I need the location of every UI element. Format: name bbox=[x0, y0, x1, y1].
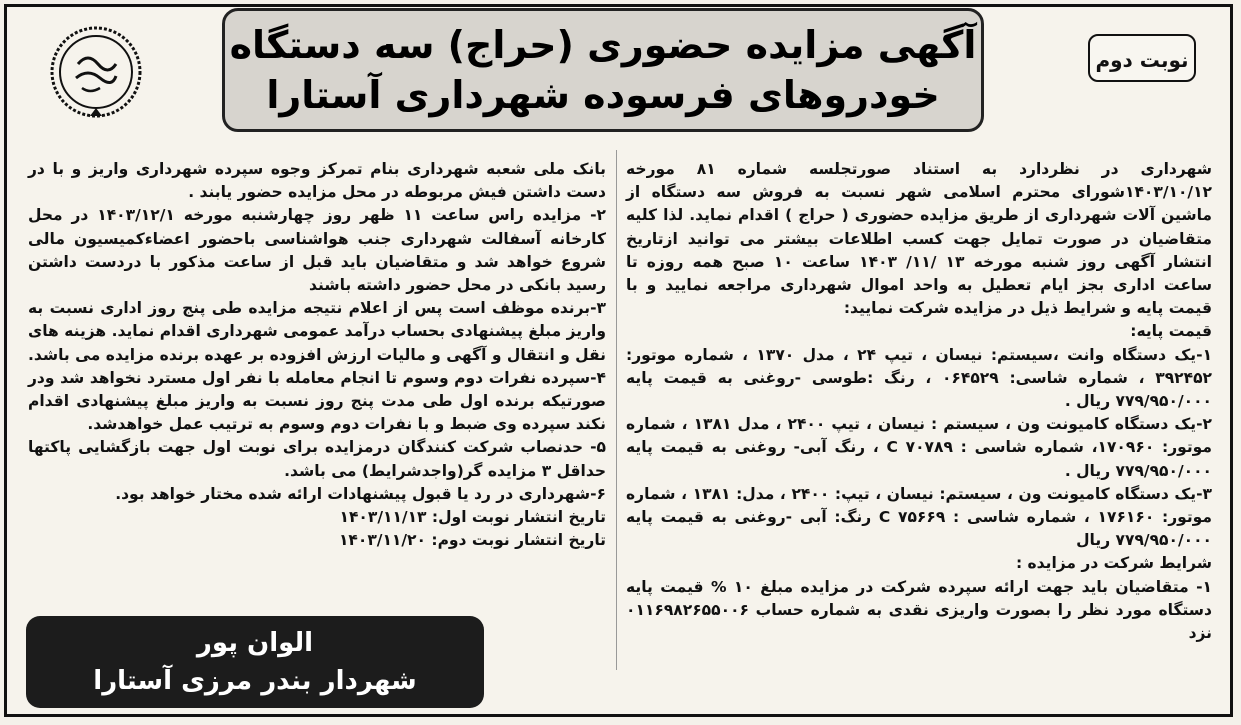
intro-paragraph: شهرداری در نظردارد به استناد صورتجلسه شماره ۸۱ مورخه ۱۴۰۳/۱۰/۱۲شورای محترم اسلامی شهر نسبت به فروش سه دستگاه از ماشین آلات شهرداری از طریق مزایده حضوری ( حراج ) اقدام نماید. لذا کلیه متقاضیان در صورت تمایل جهت کسب اطلاعات بیشتر می توانید ازتاریخ انتشار آگهی روز شنبه مورخه ۱۳ /۱۱/ ۱۴۰۳ ساعت ۱۰ صبح همه روزه تا ساعت اداری بجز ایام تعطیل به واحد اموال شهرداری مراجعه نمایید و با قیمت پایه و شرایط ذیل در مزایده شرکت نمایید: bbox=[626, 160, 1212, 318]
first-publication-date: تاریخ انتشار نوبت اول: ۱۴۰۳/۱۱/۱۳ bbox=[339, 508, 606, 527]
condition-3: ۳-برنده موظف است پس از اعلام نتیجه مزایده طی پنج روز اداری نسبت به واریز مبلغ پیشنهادی بحساب درآمد عمومی شهرداری اقدام نماید. هزینه های نقل و انتقال و آگهی و مالیات ارزش افزوده بر عهده برنده مزایده می باشد. bbox=[28, 299, 606, 364]
base-price-heading: قیمت پایه: bbox=[1130, 322, 1212, 341]
left-column bbox=[28, 158, 606, 598]
signature-box bbox=[26, 616, 484, 708]
condition-6: ۶-شهرداری در رد یا قبول پیشنهادات ارائه شده مختار خواهد بود. bbox=[115, 484, 606, 503]
condition-1: ۱- متقاضیان باید جهت ارائه سپرده شرکت در مزایده مبلغ ۱۰ % قیمت پایه دستگاه مورد نظر را بصورت واریزی نقدی به شماره حساب ۰۱۱۶۹۸۲۶۵۵۰۰۶ نزد bbox=[626, 577, 1212, 643]
condition-5: ۵- حدنصاب شرکت کنندگان درمزایده برای نوبت اول جهت بازگشایی پاکتها حداقل ۳ مزایده گر(واجدشرایط) می باشد. bbox=[28, 438, 606, 480]
vehicle-2: ۲-یک دستگاه کامیونت ون ، سیستم : نیسان ، تیپ ۲۴۰۰ ، مدل ۱۳۸۱ ، شماره موتور: ۱۷۰۹۶۰، شماره شاسی : C ۷۰۷۸۹ ، رنگ آبی- روغنی به قیمت پایه ۷۷۹/۹۵۰/۰۰۰ ریال . bbox=[626, 415, 1213, 480]
conditions-heading: شرایط شرکت در مزایده : bbox=[1015, 554, 1212, 573]
condition-4: ۴-سپرده نفرات دوم وسوم تا انجام معامله با نفر اول مسترد نخواهد شد ودر صورتیکه برنده اول طی مدت پنج روز نسبت به واریز مبلغ پیشنهادی اقدام نکند سپرده وی ضبط و با نفرات دوم وسوم به ترتیب عمل خواهدشد. bbox=[28, 368, 606, 434]
vehicle-3: ۳-یک دستگاه کامیونت ون ، سیستم: نیسان ، تیپ: ۲۴۰۰ ، مدل: ۱۳۸۱ ، شماره موتور: ۱۷۶۱۶۰ ، شماره شاسی : C ۷۵۶۶۹ رنگ: آبی -روغنی به قیمت پایه ۷۷۹/۹۵۰/۰۰۰ ریال bbox=[626, 484, 1212, 550]
column-divider bbox=[616, 150, 617, 670]
right-column bbox=[626, 158, 1212, 678]
condition-2: ۲- مزایده راس ساعت ۱۱ ظهر روز چهارشنبه مورخه ۱۴۰۳/۱۲/۱ در محل کارخانه آسفالت شهرداری جنب هواشناسی باحضور اعضاءکمیسیون مالی شروع خواهد شد و متقاضیان باید قبل از ساعت مذکور با دردست داشتن رسید بانکی در محل حضور داشته باشند bbox=[28, 206, 607, 295]
vehicle-1: ۱-یک دستگاه وانت ،سیستم: نیسان ، تیپ ۲۴ ، مدل ۱۳۷۰ ، شماره موتور: ۳۹۲۴۵۲ ، شماره شاسی: ۰۶۴۵۲۹ ، رنگ :طوسی -روغنی به قیمت پایه ۷۷۹/۹۵۰/۰۰۰ ریال . bbox=[626, 345, 1213, 411]
publication-badge: نوبت دوم bbox=[1088, 34, 1196, 82]
title-line-2: خودروهای فرسوده شهرداری آستارا bbox=[266, 73, 940, 117]
municipality-logo bbox=[48, 24, 144, 120]
condition-1-cont: بانک ملی شعبه شهرداری بنام تمرکز وجوه سپرده شهرداری واریز و با در دست داشتن فیش مربوطه در محل مزایده حضور یابند . bbox=[28, 160, 606, 202]
second-publication-date: تاریخ انتشار نوبت دوم: ۱۴۰۳/۱۱/۲۰ bbox=[338, 531, 606, 550]
signature-role: شهردار بندر مرزی آستارا bbox=[93, 666, 417, 696]
title-banner bbox=[222, 8, 984, 132]
signature-name: الوان پور bbox=[196, 628, 314, 658]
title-line-1: آگهی مزایده حضوری (حراج) سه دستگاه bbox=[229, 23, 977, 67]
